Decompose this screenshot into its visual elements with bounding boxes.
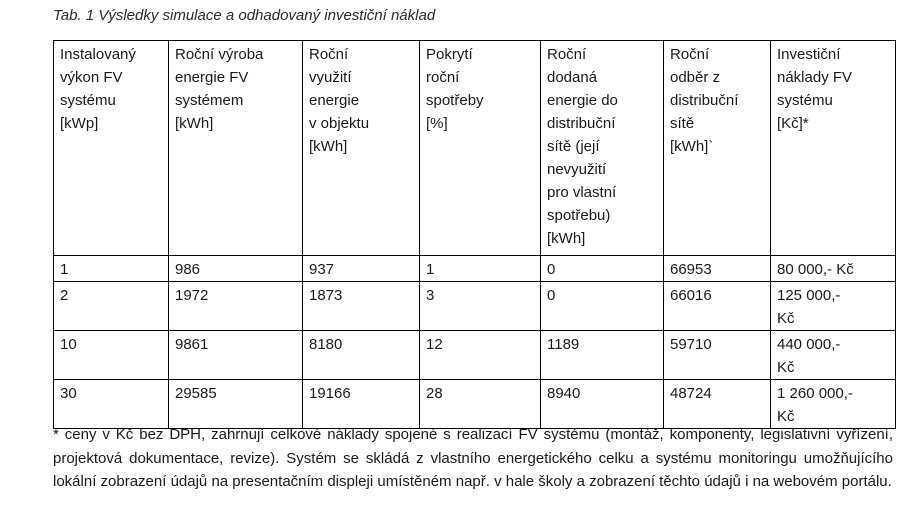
table-cell: 9861 <box>169 331 303 380</box>
header-row <box>54 41 896 256</box>
results-table <box>53 40 896 429</box>
table-cell: 125 000,- Kč <box>771 282 896 331</box>
table-cell: 8180 <box>303 331 420 380</box>
table-cell: 8940 <box>541 380 664 429</box>
table-cell: 0 <box>541 282 664 331</box>
table-cell: 1189 <box>541 331 664 380</box>
footnote: * ceny v Kč bez DPH, zahrnují celkové náklady spojené s realizací FV systému (montáž, komponenty, legislativní vyřízení, projektová dokumentace, revize). Systém se skládá z vlastního energetického celku a systému monitoringu umožňujícího lokální zobrazení údajů na presentačním displeji umístěném např. v hale školy a zobrazení těchto údajů i na webovém portálu. <box>53 426 893 490</box>
header-energy-supplied-to-grid: Roční dodaná energie do distribuční sítě (její nevyužití pro vlastní spotřebu) [kWh] <box>541 41 664 256</box>
table-cell: 48724 <box>664 380 771 429</box>
table-row <box>54 331 896 380</box>
table-row <box>54 282 896 331</box>
table-caption: Tab. 1 Výsledky simulace a odhadovaný investiční náklad <box>53 7 436 24</box>
table-cell: 1873 <box>303 282 420 331</box>
table-row <box>54 256 896 282</box>
table-cell: 986 <box>169 256 303 282</box>
table-cell: 1 <box>420 256 541 282</box>
header-energy-drawn-from-grid: Roční odběr z distribuční sítě [kWh]` <box>664 41 771 256</box>
table-cell: 1 <box>54 256 169 282</box>
table-cell: 29585 <box>169 380 303 429</box>
header-annual-production: Roční výroba energie FV systémem [kWh] <box>169 41 303 256</box>
table-cell: 440 000,- Kč <box>771 331 896 380</box>
table-cell: 0 <box>541 256 664 282</box>
table-cell: 1972 <box>169 282 303 331</box>
table-cell: 1 260 000,- Kč <box>771 380 896 429</box>
header-installed-power: Instalovaný výkon FV systému [kWp] <box>54 41 169 256</box>
table-cell: 10 <box>54 331 169 380</box>
header-investment-cost: Investiční náklady FV systému [Kč]* <box>771 41 896 256</box>
table-cell: 19166 <box>303 380 420 429</box>
table-cell: 28 <box>420 380 541 429</box>
table-cell: 937 <box>303 256 420 282</box>
table-cell: 80 000,- Kč <box>771 256 896 282</box>
table-cell: 2 <box>54 282 169 331</box>
table-cell: 12 <box>420 331 541 380</box>
table-cell: 3 <box>420 282 541 331</box>
table-cell: 30 <box>54 380 169 429</box>
table-cell: 66016 <box>664 282 771 331</box>
table-row <box>54 380 896 429</box>
header-annual-usage: Roční využití energie v objektu [kWh] <box>303 41 420 256</box>
table-cell: 66953 <box>664 256 771 282</box>
header-consumption-coverage: Pokrytí roční spotřeby [%] <box>420 41 541 256</box>
table-cell: 59710 <box>664 331 771 380</box>
